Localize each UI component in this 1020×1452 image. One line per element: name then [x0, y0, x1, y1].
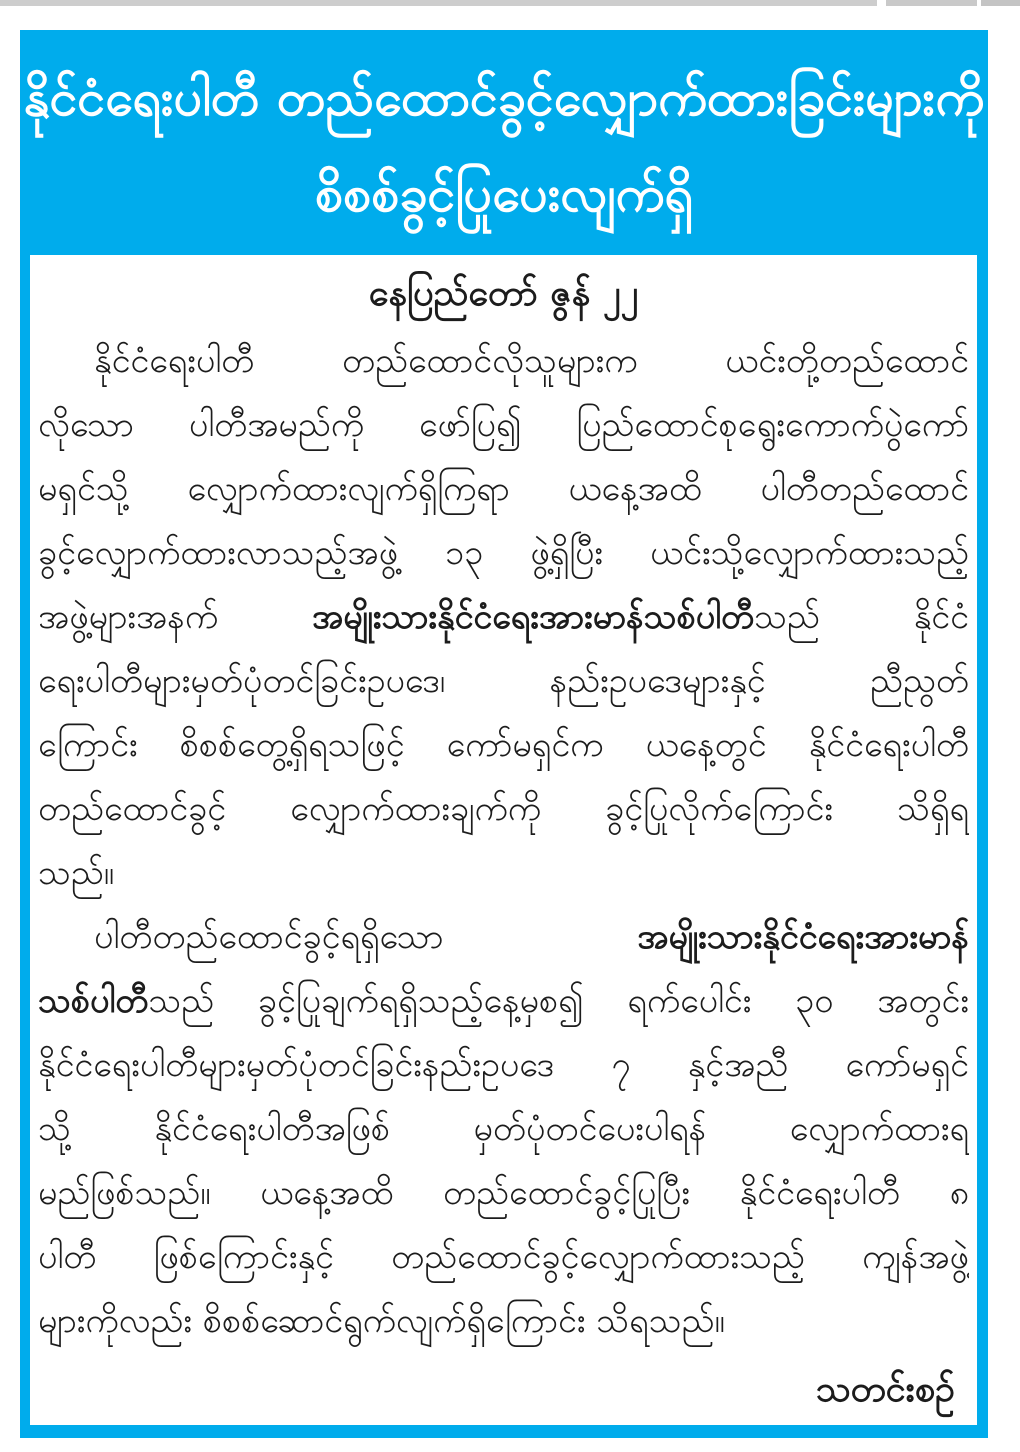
body-text: များကိုလည်း စိစစ်ဆောင်ရွက်လျက်ရှိကြောင်း သိရသည်။ [38, 1301, 725, 1341]
body-text: အဖွဲ့များအနက် [38, 597, 312, 637]
article-box [20, 30, 988, 1438]
body-line [38, 1161, 969, 1225]
body-text: သည် နိုင်ငံ [754, 597, 969, 637]
party-name-emphasis: အမျိုးသားနိုင်ငံရေးအားမာန်သစ်ပါတီ [312, 597, 755, 637]
body-line [38, 841, 969, 905]
body-line [38, 457, 969, 521]
body-text: သို့ နိုင်ငံရေးပါတီအဖြစ် မှတ်ပုံတင်ပေးပါရန် လျှောက်ထားရ [38, 1109, 969, 1149]
body-text: ရေးပါတီများမှတ်ပုံတင်ခြင်းဥပဒေ၊ နည်းဥပဒေများနှင့် ညီညွတ် [38, 661, 969, 701]
body-line [38, 905, 969, 969]
body-text: ခွင့်လျှောက်ထားလာသည့်အဖွဲ့ ၁၃ ဖွဲ့ရှိပြီး ယင်းသို့လျှောက်ထားသည့် [38, 533, 969, 573]
headline-banner [20, 30, 988, 255]
body-line [38, 713, 969, 777]
body-text: သည် ခွင့်ပြုချက်ရရှိသည့်နေ့မှစ၍ ရက်ပေါင်း ၃၀ အတွင်း [148, 981, 969, 1021]
dateline: နေပြည်တော် ဇွန် ၂၂ [368, 273, 639, 314]
body-text: ကြောင်း စိစစ်တွေ့ရှိရသဖြင့် ကော်မရှင်က ယနေ့တွင် နိုင်ငံရေးပါတီ [38, 725, 969, 765]
party-name-emphasis: သစ်ပါတီ [38, 981, 149, 1021]
body-line [38, 649, 969, 713]
headline-line-2: စိစစ်ခွင့်ပြုပေးလျက်ရှိ [315, 164, 693, 223]
body-line [38, 585, 969, 649]
body-line [38, 329, 969, 393]
body-line [38, 1225, 969, 1289]
body-line [38, 777, 969, 841]
party-name-emphasis: အမျိုးသားနိုင်ငံရေးအားမာန် [637, 917, 969, 957]
body-text: နိုင်ငံရေးပါတီများမှတ်ပုံတင်ခြင်းနည်းဥပဒေ ၇ နှင့်အညီ ကော်မရှင် [38, 1045, 969, 1085]
body-text: တည်ထောင်ခွင့် လျှောက်ထားချက်ကို ခွင့်ပြုလိုက်ကြောင်း သိရှိရ [38, 789, 969, 829]
body-line [38, 393, 969, 457]
window-top-edge-segment [886, 0, 977, 6]
window-top-edge-segment [981, 0, 1020, 6]
body-text: ပါတီ ဖြစ်ကြောင်းနှင့် တည်ထောင်ခွင့်လျှောက်ထားသည့် ကျန်အဖွဲ့ [38, 1237, 969, 1277]
body-line [38, 1097, 969, 1161]
article-body [30, 255, 977, 1425]
body-text: ပါတီတည်ထောင်ခွင့်ရရှိသော [94, 917, 638, 957]
body-text: သည်။ [38, 853, 115, 893]
article-lines [38, 329, 969, 1353]
body-text: မည်ဖြစ်သည်။ ယနေ့အထိ တည်ထောင်ခွင့်ပြုပြီး နိုင်ငံရေးပါတီ ၈ [38, 1173, 969, 1213]
headline-line-1: နိုင်ငံရေးပါတီ တည်ထောင်ခွင့်လျှောက်ထားခြင်းများကို [23, 68, 985, 127]
body-text: နိုင်ငံရေးပါတီ တည်ထောင်လိုသူများက ယင်းတို့တည်ထောင် [94, 341, 969, 381]
body-line [38, 969, 969, 1033]
body-line [38, 521, 969, 585]
body-text: မရှင်သို့ လျှောက်ထားလျက်ရှိကြရာ ယနေ့အထိ ပါတီတည်ထောင် [38, 469, 969, 509]
byline: သတင်းစဉ် [815, 1369, 955, 1410]
body-line [38, 1033, 969, 1097]
body-text: လိုသော ပါတီအမည်ကို ဖော်ပြ၍ ပြည်ထောင်စုရွေးကောက်ပွဲကော် [38, 405, 969, 445]
window-top-edge-segment [0, 0, 877, 6]
body-line [38, 1289, 969, 1353]
